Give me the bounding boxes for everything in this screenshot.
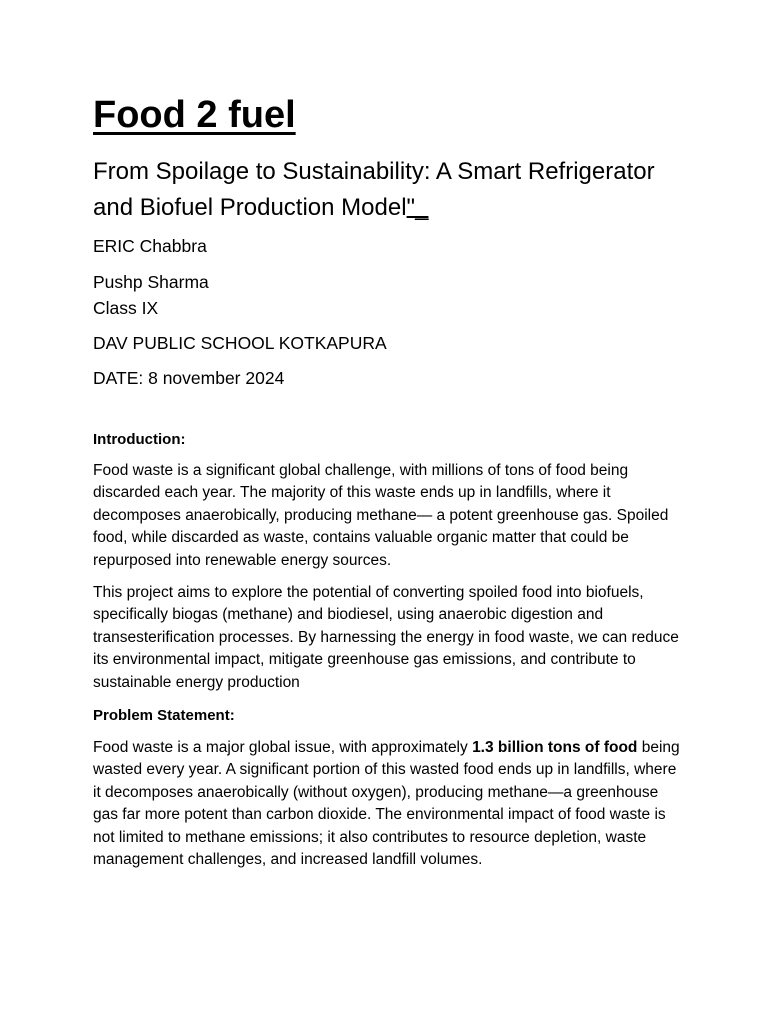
document-title: Food 2 fuel [93,94,296,136]
problem-text-after: being wasted every year. A significant portion of this wasted food ends up in landfills, where it decomposes anaerobically (without oxygen), producing methane—a greenhouse gas far more potent than carbon dioxide. The environmental impact of food waste is not limited to methane emissions; it also contributes to resource depletion, waste management challenges, and increased landfill volumes. [93,739,680,869]
document-subtitle [93,154,663,226]
introduction-heading: Introduction: [93,431,186,448]
subtitle-text: From Spoilage to Sustainability: A Smart Refrigerator and Biofuel Production Model [93,158,655,221]
problem-statement-heading: Problem Statement: [93,707,235,724]
introduction-paragraph-1: Food waste is a significant global challenge, with millions of tons of food being discarded each year. The majority of this waste ends up in landfills, where it decomposes anaerobically, producing methane— a potent greenhouse gas. Spoiled food, while discarded as waste, contains valuable organic matter that could be repurposed into renewable energy sources. [93,462,669,569]
author-2: Pushp Sharma [93,272,209,292]
document-date: DATE: 8 november 2024 [93,368,285,388]
introduction-paragraph-2: This project aims to explore the potential of converting spoiled food into biofuels, specifically biogas (methane) and biodiesel, using anaerobic digestion and transesterification processes. By harnessing the energy in food waste, we can reduce its environmental impact, mitigate greenhouse gas emissions, and contribute to sustainable energy production [93,584,679,691]
author-1: ERIC Chabbra [93,236,207,256]
problem-bold-statistic: 1.3 billion tons of food [472,739,638,756]
subtitle-suffix: "_ [406,194,429,221]
problem-statement-paragraph [93,737,683,871]
problem-text-before: Food waste is a major global issue, with approximately [93,739,473,756]
school-name: DAV PUBLIC SCHOOL KOTKAPURA [93,333,387,353]
class-label: Class IX [93,298,159,318]
